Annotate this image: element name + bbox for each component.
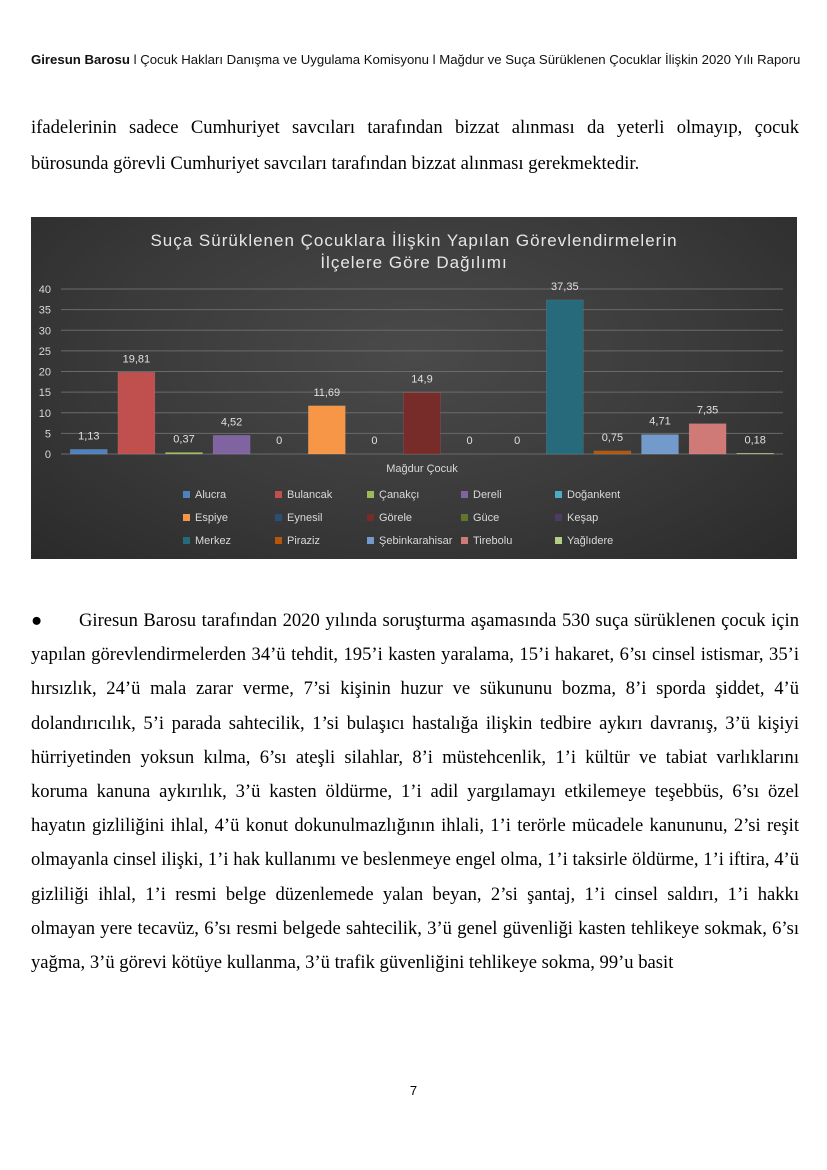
legend-swatch: [367, 537, 374, 544]
legend-label: Merkez: [195, 535, 232, 547]
chart-title-line: Suça Sürüklenen Çocuklara İlişkin Yapılan Görevlendirmelerin: [150, 231, 678, 250]
legend-swatch: [555, 537, 562, 544]
data-label: 0,75: [601, 431, 624, 444]
y-tick-label: 10: [38, 407, 51, 420]
y-tick-label: 30: [38, 325, 51, 338]
data-label: 0: [276, 435, 283, 447]
legend-label: Yağlıdere: [567, 535, 614, 547]
data-label: 0: [466, 435, 473, 447]
y-tick-label: 15: [38, 387, 51, 400]
data-label: 37,35: [551, 280, 579, 293]
bar-yağlıdere: [737, 453, 774, 454]
y-tick-label: 20: [38, 366, 51, 379]
bar-alucra: [70, 449, 107, 454]
legend-label: Eynesil: [287, 512, 323, 524]
legend-label: Espiye: [195, 512, 229, 524]
data-label: 7,35: [696, 404, 719, 417]
bar-bulancak: [118, 372, 155, 454]
body-paragraph: [31, 604, 799, 980]
legend-label: Dereli: [473, 489, 502, 501]
chart-svg: [31, 217, 797, 559]
data-label: 0: [514, 435, 521, 447]
header-rest: l Çocuk Hakları Danışma ve Uygulama Komisyonu l Mağdur ve Suça Sürüklenen Çocuklar İlişkin 2020 Yılı Raporu: [129, 52, 801, 67]
header-org: Giresun Barosu: [31, 52, 130, 67]
legend-swatch: [555, 491, 562, 498]
bar-görele: [404, 393, 441, 454]
legend-swatch: [183, 514, 190, 521]
legend-label: Tirebolu: [473, 535, 513, 547]
y-tick-label: 5: [44, 428, 51, 441]
page-number: 7: [409, 1083, 418, 1098]
y-tick-label: 35: [38, 304, 51, 317]
legend-swatch: [367, 514, 374, 521]
bar-tirebolu: [689, 424, 726, 454]
legend-label: Keşap: [567, 512, 599, 524]
data-label: 4,71: [649, 415, 671, 428]
legend-swatch: [183, 537, 190, 544]
legend-label: Bulancak: [287, 489, 333, 501]
data-label: 0,18: [744, 434, 766, 447]
legend-swatch: [275, 491, 282, 498]
legend-label: Güce: [473, 512, 500, 524]
data-label: 14,9: [411, 373, 433, 386]
data-label: 0,37: [173, 433, 195, 446]
legend-label: Doğankent: [567, 489, 621, 501]
legend-swatch: [555, 514, 562, 521]
running-header: [31, 50, 801, 70]
legend-label: Görele: [379, 512, 413, 524]
y-tick-label: 40: [38, 284, 51, 296]
x-axis-label: Mağdur Çocuk: [386, 463, 458, 475]
body-paragraph-text: Giresun Barosu tarafından 2020 yılında soruşturma aşamasında 530 suça sürüklenen çocuk için yapılan görevlendirmelerden 34’ü tehdit, 195’i kasten yaralama, 15’i hakaret, 6’sı cinsel istismar, 35’i hırsızlık, 24’ü mala zarar verme, 7’si kişinin huzur ve sükununu bozma, 8’i sporda şiddet, 4’ü dolandırıcılık, 5’i parada sahtecilik, 1’si bulaşıcı hastalığa ilişkin tedbire aykırı davranış, 3’ü kişiyi hürriyetinden yoksun kılma, 6’sı ateşli silahlar, 8’i müstehcenlik, 1’i kültür ve tabiat varlıklarını koruma kanuna aykırılık, 3’ü kasten öldürme, 1’i adil yargılamayı etkilemeye teşebbüs, 6’sı özel hayatın gizliliğini ihlal, 4’ü konut dokunulmazlığının ihlali, 1’i terörle mücadele kanununu, 2’si reşit olmayanla cinsel ilişki, 1’i hak kullanımı ve beslenmeye engel olma, 1’i taksirle öldürme, 1’i iftira, 4’ü gizliliği ihlal, 1’i resmi belge düzenlemede yalan beyan, 2’si şantaj, 1’i cinsel saldırı, 1’i hakkı olmayan yere tecavüz, 6’sı resmi belgede sahtecilik, 3’ü genel güvenliği kasten tehlikeye sokmak, 6’sı yağma, 3’ü görevi kötüye kullanma, 3’ü trafik güvenliğini tehlikeye sokma, 99’u basit: [31, 610, 799, 974]
data-label: 4,52: [220, 416, 243, 429]
bar-merkez: [546, 300, 583, 454]
legend-label: Şebinkarahisar: [379, 535, 453, 547]
bar-şebinkarahisar: [642, 435, 679, 454]
legend-swatch: [461, 514, 468, 521]
legend-swatch: [461, 537, 468, 544]
legend-swatch: [275, 514, 282, 521]
bullet-marker: ●: [31, 610, 43, 631]
legend-label: Çanakçı: [379, 489, 420, 501]
data-label: 0: [371, 435, 378, 447]
data-label: 19,81: [122, 353, 151, 366]
legend-swatch: [367, 491, 374, 498]
y-tick-label: 25: [38, 345, 51, 358]
legend-swatch: [183, 491, 190, 498]
bar-çanakçı: [166, 452, 203, 454]
intro-paragraph: ifadelerinin sadece Cumhuriyet savcıları tarafından bizzat alınması da yeterli olmayıp, çocuk bürosunda görevli Cumhuriyet savcıları tarafından bizzat alınması gerekmektedir.: [31, 117, 799, 174]
data-label: 11,69: [313, 386, 341, 399]
bar-dereli: [213, 435, 250, 454]
data-label: 1,13: [78, 430, 100, 443]
bar-piraziz: [594, 451, 631, 454]
legend-label: Piraziz: [287, 535, 321, 547]
chart-title-line: İlçelere Göre Dağılımı: [320, 253, 508, 272]
legend-swatch: [275, 537, 282, 544]
bar-chart: [31, 217, 797, 559]
legend-label: Alucra: [195, 489, 227, 501]
y-tick-label: 0: [44, 449, 51, 461]
legend-swatch: [461, 491, 468, 498]
bar-espiye: [308, 406, 345, 454]
